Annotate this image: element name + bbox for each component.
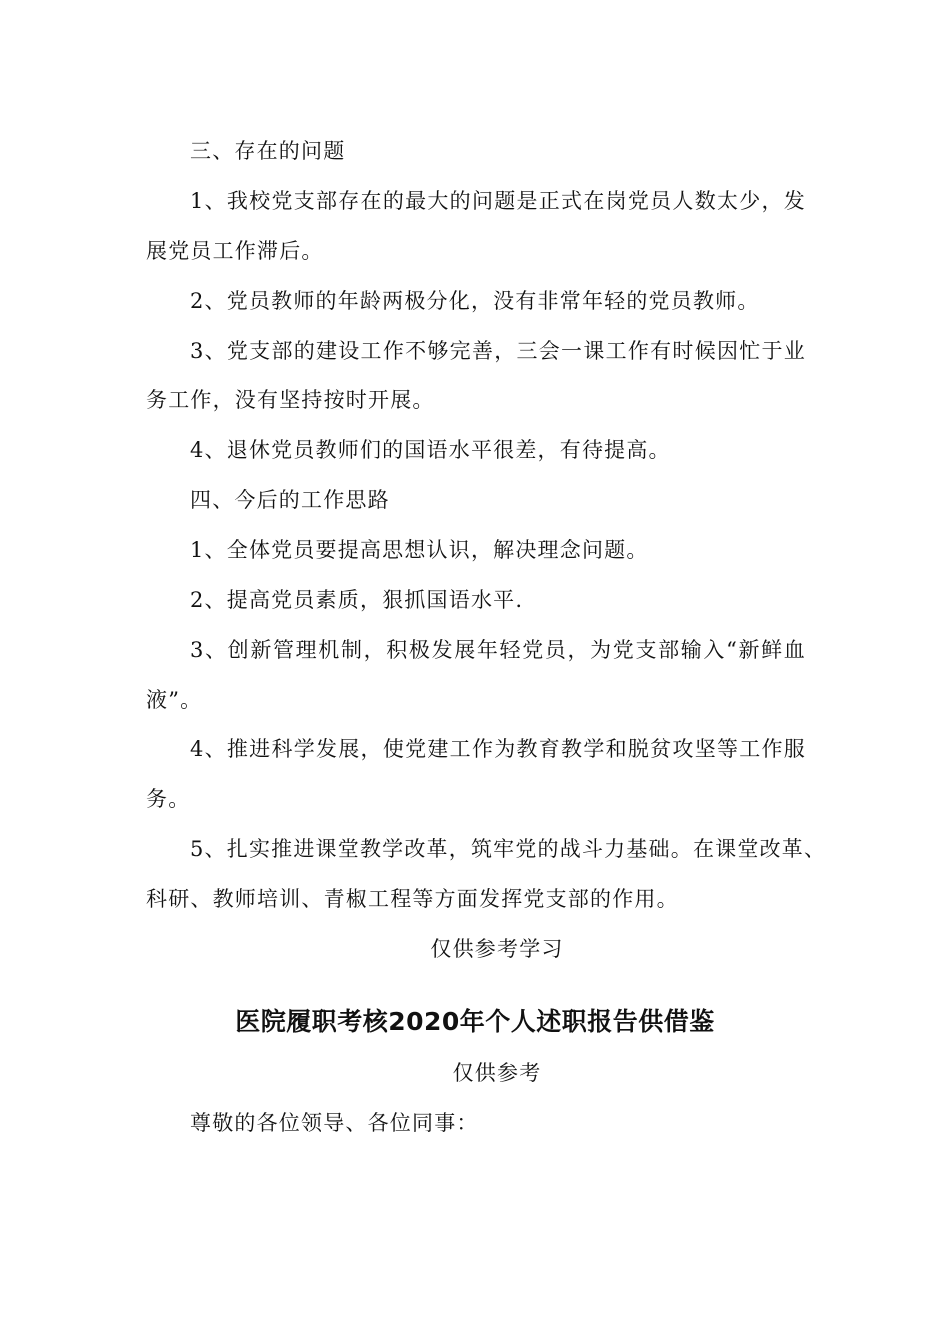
section3-item1-line1: 1、我校党支部存在的最大的问题是正式在岗党员人数太少，发 [190,189,806,213]
document-title: 医院履职考核2020年个人述职报告供借鉴 [235,1007,715,1036]
section4-item1: 1、全体党员要提高思想认识，解决理念问题。 [190,538,649,562]
greeting: 尊敬的各位领导、各位同事： [190,1111,479,1135]
section4-item3-line2: 液”。 [146,688,203,712]
document-subtitle: 仅供参考 [452,1061,542,1085]
section3-item3-line2: 务工作，没有坚持按时开展。 [146,388,435,412]
section4-item5-line1: 5、扎实推进课堂教学改革，筑牢党的战斗力基础。在课堂改革、 [190,837,827,861]
section4-item2: 2、提高党员素质，狠抓国语水平. [190,588,524,612]
section3-item3-line1: 3、党支部的建设工作不够完善，三会一课工作有时候因忙于业 [190,339,806,363]
section4-item4-line1: 4、推进科学发展，使党建工作为教育教学和脱贫攻坚等工作服 [190,737,806,761]
section3-item4: 4、退休党员教师们的国语水平很差，有待提高。 [190,438,671,462]
section3-item2: 2、党员教师的年龄两极分化，没有非常年轻的党员教师。 [190,289,760,313]
section3-item1-line2: 展党员工作滞后。 [146,239,324,263]
section4-item5-line2: 科研、教师培训、青椒工程等方面发挥党支部的作用。 [146,887,679,911]
section4-item3-line1: 3、创新管理机制，积极发展年轻党员，为党支部输入“新鲜血 [190,638,806,662]
section4-item4-line2: 务。 [146,787,191,811]
section4-heading: 四、今后的工作思路 [190,488,390,512]
section3-heading: 三、存在的问题 [190,139,346,163]
footer-note: 仅供参考学习 [430,937,564,961]
